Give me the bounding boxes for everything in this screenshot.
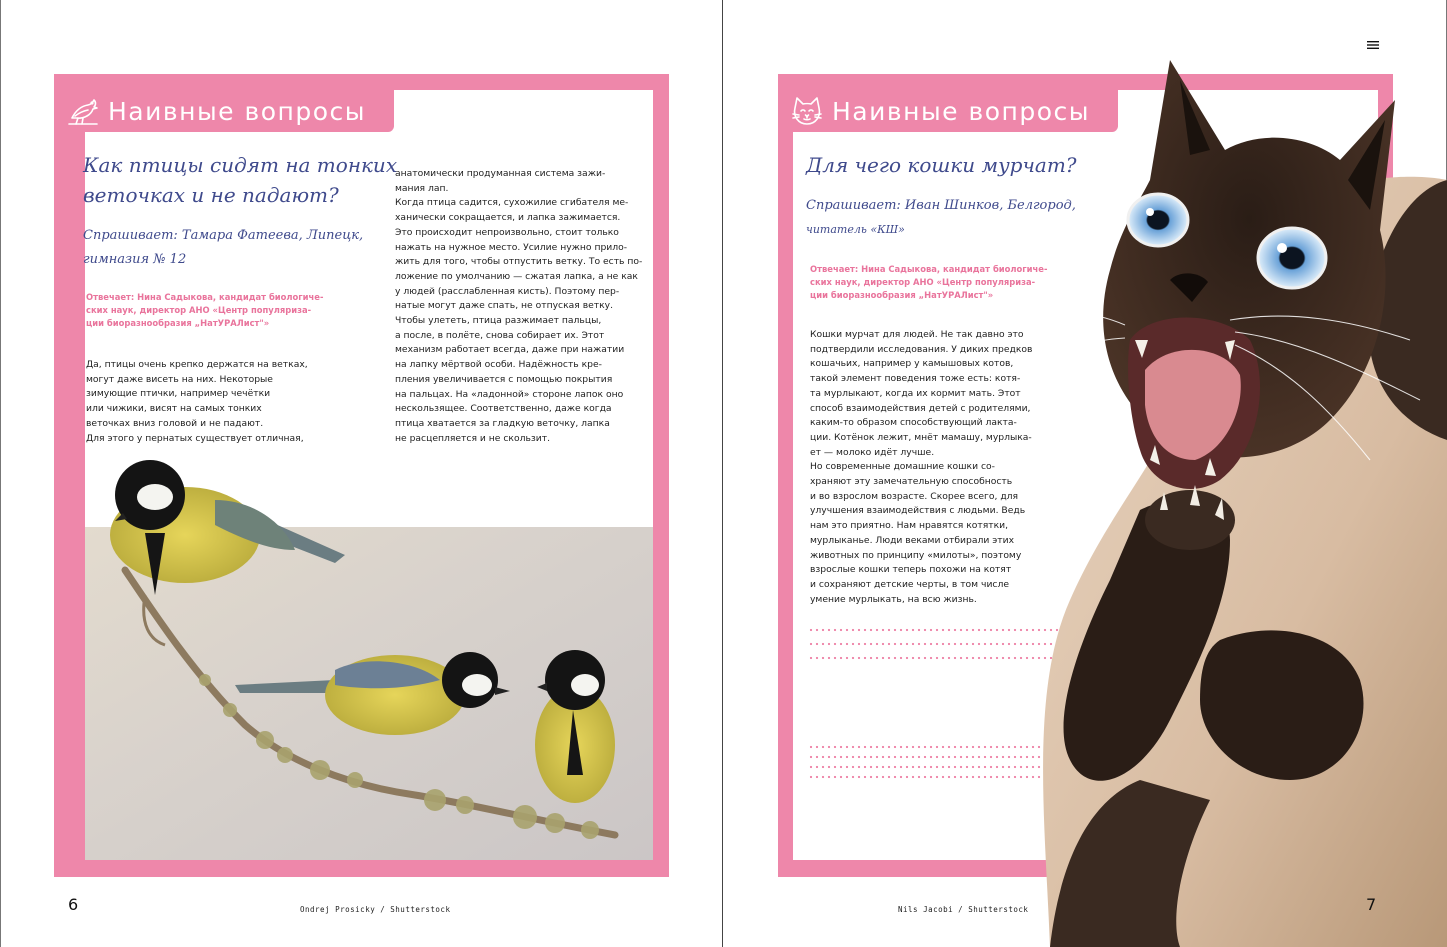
left-body-column-1 (86, 358, 308, 446)
right-body-line: такой элемент поведения тоже есть: котя- (810, 373, 1021, 385)
left-col2-line: Это происходит непроизвольно, стоит только (395, 226, 619, 238)
right-photo-credit: Nils Jacobi / Shutterstock (898, 905, 1029, 914)
left-col1-line: Для этого у пернатых существует отличная, (86, 432, 304, 444)
left-col2-line: а после, в полёте, снова собирает их. Этот (395, 329, 605, 341)
cat-face-icon (790, 94, 824, 128)
right-body-line: храняют эту замечательную способность (810, 476, 1013, 488)
left-answerer-line-3: ции биоразнообразия „НатУРАЛист"» (86, 318, 270, 328)
right-body-line: кошачьих, например у камышовых котов, (810, 358, 1014, 370)
right-body-line: ет — молоко идёт лучше. (810, 446, 935, 458)
left-answerer-line-2: ских наук, директор АНО «Центр популяриза- (86, 305, 312, 315)
left-col2-line: анатомически продуманная система зажи- (395, 168, 606, 179)
left-photo-credit: Ondrej Prosicky / Shutterstock (300, 905, 451, 914)
left-col2-line: жить для того, чтобы отпустить ветку. То есть по- (395, 256, 643, 268)
right-body-line: животных по принципу «милоты», поэтому (810, 549, 1022, 561)
menu-icon[interactable] (1367, 40, 1379, 50)
left-question-line-1: Как птицы сидят на тонких (83, 153, 398, 177)
left-question-line-2: веточках и не падают? (83, 183, 339, 207)
left-section-header (54, 90, 394, 132)
left-col2-line: ложение по умолчанию — сжатая лапка, а не как (395, 270, 638, 282)
left-col1-line: зимующие птички, например чечётки (86, 388, 271, 400)
left-col2-line: Когда птица садится, сухожилие сгибателя ме- (395, 197, 629, 209)
right-dotted-divider (808, 642, 1068, 646)
great-tits-on-branch-photo (85, 455, 653, 860)
left-section-title: Наивные вопросы (108, 96, 367, 126)
left-col2-line: нажать на нужное место. Усилие нужно прило- (395, 241, 628, 253)
bird-icon (66, 94, 100, 128)
right-dotted-divider (808, 628, 1068, 632)
right-body-line: улучшения взаимодействия с людьми. Ведь (810, 505, 1026, 517)
right-answerer-line-1: Отвечает: Нина Садыкова, кандидат биологиче- (810, 264, 1048, 274)
right-body-text (810, 328, 1032, 607)
right-body-line: ции. Котёнок лежит, мнёт мамашу, мурлыка- (810, 431, 1032, 443)
right-body-line: и во взрослом возрасте. Скорее всего, для (810, 490, 1019, 502)
right-question-line-1: Для чего кошки мурчат? (806, 153, 1077, 177)
right-page-number: 7 (1366, 895, 1377, 914)
left-body-column-2 (395, 167, 642, 446)
right-answerer-line-2: ских наук, директор АНО «Центр популяриза- (810, 277, 1036, 287)
left-answerer-line-1: Отвечает: Нина Садыкова, кандидат биологиче- (86, 292, 324, 302)
left-col1-line: веточках вниз головой и не падают. (86, 417, 264, 429)
left-page-number: 6 (68, 895, 79, 914)
right-body-line: Но современные домашние кошки со- (810, 461, 995, 473)
right-body-line: Кошки мурчат для людей. Не так давно это (810, 329, 1024, 340)
right-asker-line-2: читатель «КШ» (806, 223, 905, 236)
left-col2-line: мания лап. (395, 182, 449, 194)
right-body-line: каким-то образом способствующий лакта- (810, 417, 1017, 429)
left-asker-line-1: Спрашивает: Тамара Фатеева, Липецк, (83, 228, 364, 243)
bird-3 (535, 650, 615, 803)
left-col2-line: нескользящее. Соответственно, даже когда (395, 403, 612, 415)
left-col2-line: птица хватается за гладкую веточку, лапка (395, 417, 610, 429)
right-body-line: умение мурлыкать, на всю жизнь. (810, 593, 977, 605)
left-col2-line: на лапку мёртвой особи. Надёжность кре- (395, 359, 602, 371)
left-col2-line: у людей (расслабленная кисть). Поэтому пер- (395, 285, 620, 297)
right-asker-line-1: Спрашивает: Иван Шинков, Белгород, (806, 198, 1076, 213)
left-asker (83, 224, 363, 272)
right-body-line: та мурлыкают, когда их кормит мать. Этот (810, 387, 1021, 399)
left-answerer (86, 291, 323, 330)
left-question-title (83, 150, 397, 210)
right-dotted-divider (808, 656, 1068, 660)
left-col2-line: натые могут даже спать, не отпуская ветку. (395, 300, 614, 312)
left-col2-line: механизм работает всегда, даже при нажатии (395, 344, 625, 356)
bird-photo-illustration (85, 455, 653, 860)
page-edge-left (0, 0, 1, 947)
right-body-line: подтвердили исследования. У диких предков (810, 343, 1033, 355)
right-body-line: нам это приятно. Нам нравятся котятки, (810, 520, 1009, 532)
left-asker-line-2: гимназия № 12 (83, 252, 187, 267)
spread-gutter (722, 0, 723, 947)
left-col2-line: Чтобы улететь, птица разжимает пальцы, (395, 315, 602, 327)
siamese-cat-photo (1030, 40, 1447, 947)
right-section-title: Наивные вопросы (832, 96, 1091, 126)
left-col1-line: или чижики, висят на самых тонких (86, 403, 262, 415)
left-col2-line: ханически сокращается, и лапка зажимается. (395, 212, 621, 224)
right-answerer-line-3: ции биоразнообразия „НатУРАЛист"» (810, 290, 994, 300)
left-col1-line: Да, птицы очень крепко держатся на ветках, (86, 359, 308, 370)
right-body-line: мурлыканье. Люди веками отбирали этих (810, 534, 1015, 546)
cat-photo-illustration (1030, 40, 1447, 947)
left-col2-line: не расцепляется и не скользит. (395, 432, 551, 444)
right-body-line: и сохраняют детские черты, в том числе (810, 578, 1009, 590)
right-answerer (810, 263, 1047, 302)
left-col2-line: пления увеличивается с помощью покрытия (395, 373, 613, 385)
left-col2-line: на пальцах. На «ладонной» стороне лапок оно (395, 388, 624, 400)
left-col1-line: могут даже висеть на них. Некоторые (86, 373, 273, 385)
right-body-line: взрослые кошки теперь похожи на котят (810, 564, 1012, 576)
right-body-line: способ взаимодействия детей с родителями, (810, 402, 1031, 414)
